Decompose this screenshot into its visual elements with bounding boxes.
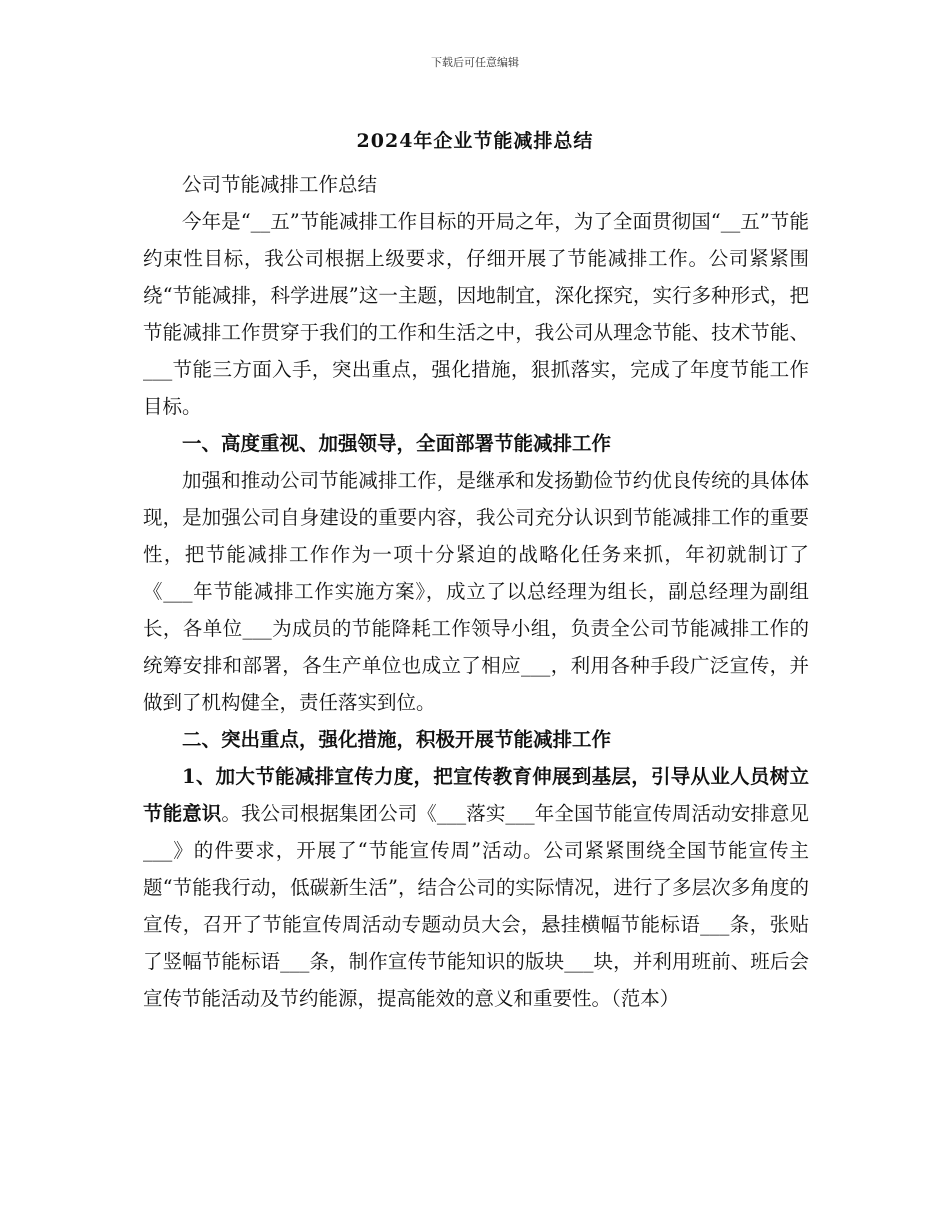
item1-paragraph <box>143 758 809 1017</box>
document-title: 2024年企业节能减排总结 <box>356 130 594 152</box>
item1-body: 。我公司根据集团公司《___落实___年全国节能宣传周活动安排意见___》的件要求，开展了“节能宣传周”活动。公司紧紧围绕全国节能宣传主题“节能我行动，低碳新生活”，结合公司的实际情况，进行了多层次多角度的宣传，召开了节能宣传周活动专题动员大会，悬挂横幅节能标语___条，张贴了竖幅节能标语___条，制作宣传节能知识的版块___块，并利用班前、班后会宣传节能活动及节约能源，提高能效的意义和重要性。（范本） <box>143 802 809 1010</box>
section1-heading: 一、高度重视、加强领导，全面部署节能减排工作 <box>182 432 612 455</box>
item1-lead: 1、加大节能减排宣传力度，把宣传教育伸展到基层，引导从业人员树立节能意识 <box>143 765 809 825</box>
document-subtitle: 公司节能减排工作总结 <box>182 173 378 196</box>
section1-paragraph: 加强和推动公司节能减排工作，是继承和发扬勤俭节约优良传统的具体体现，是加强公司自身建设的重要内容，我公司充分认识到节能减排工作的重要性，把节能减排工作作为一项十分紧迫的战略化任务来抓，年初就制订了《___年节能减排工作实施方案》，成立了以总经理为组长，副总经理为副组长，各单位___为成员的节能降耗工作领导小组，负责全公司节能减排工作的统筹安排和部署，各生产单位也成立了相应___，利用各种手段广泛宣传，并做到了机构健全，责任落实到位。 <box>143 469 809 714</box>
intro-paragraph: 今年是“__五”节能减排工作目标的开局之年，为了全面贯彻国“__五”节能约束性目标，我公司根据上级要求，仔细开展了节能减排工作。公司紧紧围绕“节能减排，科学进展”这一主题，因地制宜，深化探究，实行多种形式，把节能减排工作贯穿于我们的工作和生活之中，我公司从理念节能、技术节能、___节能三方面入手，突出重点，强化措施，狠抓落实，完成了年度节能工作目标。 <box>143 210 809 418</box>
document-body <box>143 166 809 1017</box>
section2-heading: 二、突出重点，强化措施，积极开展节能减排工作 <box>182 728 612 751</box>
page-header-note: 下载后可任意编辑 <box>431 56 519 69</box>
